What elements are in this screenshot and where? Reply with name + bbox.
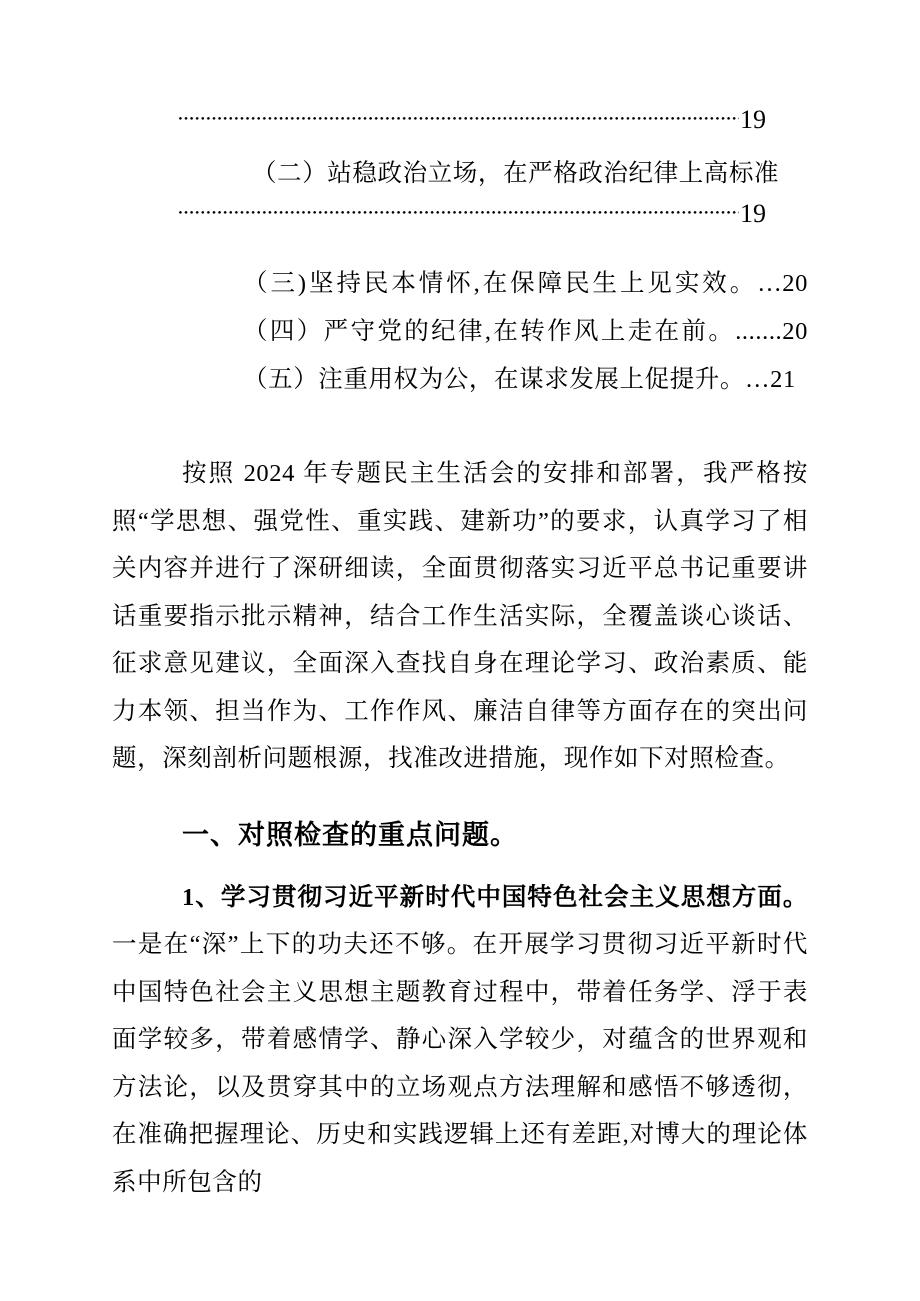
toc-leader-line bbox=[178, 84, 766, 134]
point1-text: 一是在“深”上下的功夫还不够。在开展学习贯彻习近平新时代中国特色社会主义思想主题教育过程中，带着任务学、浮于表面学较多，带着感情学、静心深入学较少，对蕴含的世界观和方法论，以及贯穿其中的立场观点方法理解和感悟不够透彻，在准确把握理论、历史和实践逻辑上还有差距,对博大的理论体系中所包含的 bbox=[112, 931, 808, 1196]
point1-paragraph bbox=[112, 874, 808, 1207]
section-heading: 一、对照检查的重点问题。 bbox=[182, 819, 518, 850]
table-of-contents bbox=[112, 0, 808, 404]
toc-leader-line bbox=[178, 194, 766, 228]
toc-dot-leader bbox=[178, 116, 739, 121]
toc-entry-title: （二）站稳政治立场，在严格政治纪律上高标准 bbox=[252, 160, 780, 187]
toc-page-number: 19 bbox=[740, 105, 766, 134]
document-body bbox=[112, 450, 808, 1206]
toc-entry-block: （三)坚持民本情怀,在保障民生上见实效。…20（四）严守党的纪律,在转作风上走在前。.......20（五）注重用权为公，在谋求发展上促提升。…21 bbox=[243, 270, 808, 393]
intro-paragraph: 按照 2024 年专题民主生活会的安排和部署，我严格按照“学思想、强党性、重实践、建新功”的要求，认真学习了相关内容并进行了深研细读，全面贯彻落实习近平总书记重要讲话重要指示批示精神，结合工作生活实际，全覆盖谈心谈话、征求意见建议，全面深入查找自身在理论学习、政治素质、能力本领、担当作为、工作作风、廉洁自律等方面存在的突出问题，深刻剖析问题根源，找准改进措施，现作如下对照检查。 bbox=[112, 460, 808, 772]
toc-page-number: 19 bbox=[740, 199, 766, 228]
toc-dot-leader bbox=[178, 210, 739, 215]
point1-lead-bold: 1、学习贯彻习近平新时代中国特色社会主义思想方面。 bbox=[182, 883, 808, 911]
